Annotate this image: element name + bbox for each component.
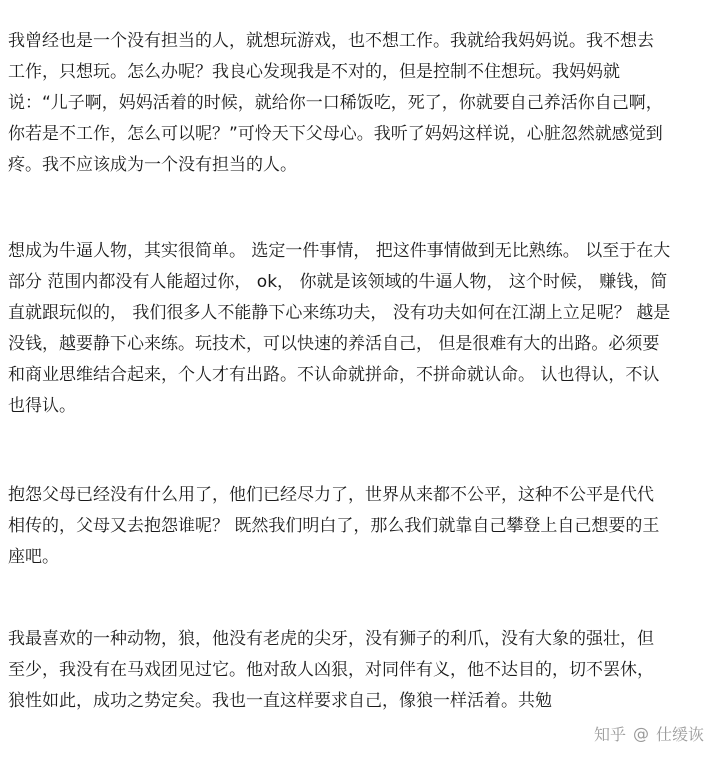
paragraph-line: 部分 范围内都没有人能超过你， ok， 你就是该领域的牛逼人物， 这个时候， 赚钱，简 <box>8 272 668 292</box>
paragraph-line: 座吧。 <box>8 547 59 567</box>
watermark-at: @ <box>632 724 649 743</box>
paragraph-1 <box>8 26 714 181</box>
paragraph-line: 没钱，越要静下心来练。玩技术，可以快速的养活自己， 但是很难有大的出路。必须要 <box>8 334 660 354</box>
paragraph-line: 想成为牛逼人物，其实很简单。 选定一件事情， 把这件事情做到无比熟练。 以至于在大 <box>8 241 671 261</box>
paragraph-line: 狼性如此，成功之势定矣。我也一直这样要求自己，像狼一样活着。共勉 <box>8 691 552 711</box>
paragraph-line: 说：“儿子啊，妈妈活着的时候，就给你一口稀饭吃，死了，你就要自己养活你自己啊， <box>8 93 663 113</box>
paragraph-line: 工作，只想玩。怎么办呢？我良心发现我是不对的，但是控制不住想玩。我妈妈就 <box>8 62 620 82</box>
paragraph-line: 也得认。 <box>8 396 76 416</box>
paragraph-line: 你若是不工作，怎么可以呢？”可怜天下父母心。我听了妈妈这样说，心脏忽然就感觉到 <box>8 124 663 144</box>
paragraph-3 <box>8 480 714 573</box>
watermark-author: 仕缓诙 <box>655 725 704 744</box>
paragraph-line: 相传的，父母又去抱怨谁呢？ 既然我们明白了，那么我们就靠自己攀登上自己想要的王 <box>8 516 660 536</box>
paragraph-line: 疼。我不应该成为一个没有担当的人。 <box>8 155 297 175</box>
watermark-site: 知乎 <box>593 725 626 744</box>
paragraph-line: 我最喜欢的一种动物，狼，他没有老虎的尖牙，没有狮子的利爪，没有大象的强壮，但 <box>8 629 654 649</box>
paragraph-line: 和商业思维结合起来，个人才有出路。不认命就拼命，不拼命就认命。 认也得认，不认 <box>8 365 660 385</box>
paragraph-4 <box>8 624 714 717</box>
paragraph-line: 至少，我没有在马戏团见过它。他对敌人凶狠，对同伴有义，他不达目的，切不罢休， <box>8 660 654 680</box>
zhihu-watermark <box>594 722 704 745</box>
paragraph-line: 抱怨父母已经没有什么用了，他们已经尽力了，世界从来都不公平，这种不公平是代代 <box>8 485 654 505</box>
paragraph-line: 直就跟玩似的， 我们很多人不能静下心来练功夫， 没有功夫如何在江湖上立足呢？ 越是 <box>8 303 671 323</box>
paragraph-line: 我曾经也是一个没有担当的人，就想玩游戏，也不想工作。我就给我妈妈说。我不想去 <box>8 31 654 51</box>
paragraph-2 <box>8 236 714 422</box>
